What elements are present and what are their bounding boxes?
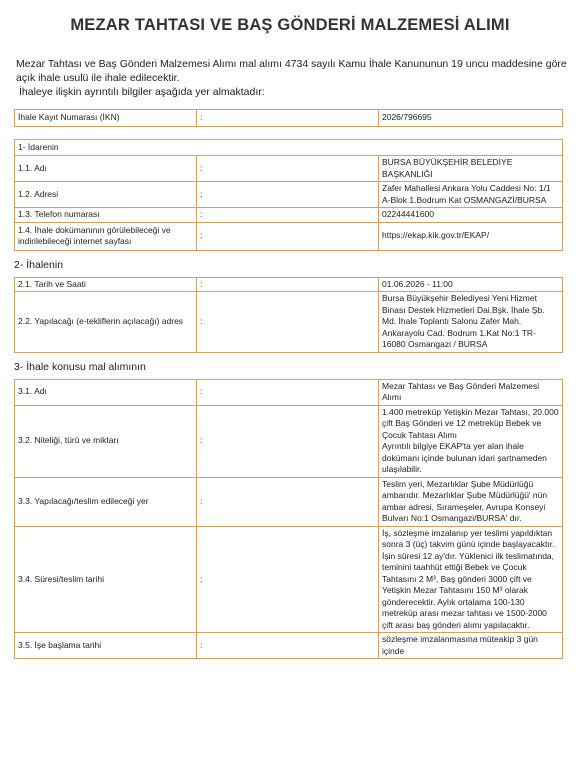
intro-line-2: İhaleye ilişkin ayrıntılı bilgiler aşağıda yer almaktadır: (19, 86, 265, 98)
table-row (15, 139, 563, 156)
table-row (15, 222, 563, 250)
page-title: MEZAR TAHTASI VE BAŞ GÖNDERİ MALZEMESİ ALIMI (70, 16, 510, 34)
row-3-3-colon: : (197, 477, 379, 526)
row-1-2-colon: : (197, 182, 379, 208)
section-2-table (14, 277, 563, 353)
row-1-1-label: 1.1. Adı (15, 156, 197, 182)
row-3-2-label: 3.2. Niteliği, türü ve miktarı (15, 405, 197, 477)
row-2-1-label: 2.1. Tarih ve Saati (15, 277, 197, 292)
row-1-2-label: 1.2. Adresi (15, 182, 197, 208)
section-3-table (14, 379, 563, 660)
row-1-2-value: Zafer Mahallesi Ankara Yolu Caddesi No: 1/1 A-Blok 1.Bodrum Kat OSMANGAZİ/BURSA (379, 182, 563, 208)
section-2-title: 2- İhalenin (14, 258, 64, 271)
row-3-1-label: 3.1. Adı (15, 379, 197, 405)
table-row (15, 208, 563, 223)
row-3-1-colon: : (197, 379, 379, 405)
row-3-2-value: 1.400 metreküp Yetişkin Mezar Tahtası, 20.000 çift Baş Gönderi ve 12 metreküp Bebek ve Çocuk Tahtası Alımı Ayrıntılı bilgiye EKAP'ta yer alan ihale dokümanı içinde bulunan idari şartnameden ulaşılabilir. (379, 405, 563, 477)
row-2-2-label: 2.2. Yapılacağı (e-tekliflerin açılacağı) adres (15, 292, 197, 353)
row-3-4-colon: : (197, 526, 379, 633)
table-row (15, 477, 563, 526)
table-row (15, 405, 563, 477)
row-1-3-value: 02244441600 (379, 208, 563, 223)
row-1-4-label: 1.4. İhale dokümanının görülebileceği ve indirilebileceği internet sayfası (15, 222, 197, 250)
row-3-4-label: 3.4. Süresi/teslim tarihi (15, 526, 197, 633)
section-1-header: 1- İdarenin (15, 139, 563, 156)
table-row (15, 110, 563, 127)
intro-text (16, 57, 568, 99)
table-row (15, 156, 563, 182)
intro-line-1: Mezar Tahtası ve Baş Gönderi Malzemesi Alımı mal alımı 4734 sayılı Kamu İhale Kanununun 19 uncu maddesine göre açık ihale usulü ile ihale edilecektir. (16, 58, 567, 84)
row-2-2-value: Bursa Büyükşehir Belediyesi Yeni Hizmet Binası Destek Hizmetleri Dai.Bşk. İhale Şb. Md. İhale Toplantı Salonu Zafer Mah. Ankarayolu Cad. Bodrum 1.Kat No:1 TR-16080 Osmangazi / BURSA (379, 292, 563, 353)
section-3-title: 3- İhale konusu mal alımının (14, 360, 146, 373)
ikn-label: İhale Kayıt Numarası (İKN) (15, 110, 197, 127)
row-1-1-value: BURSA BÜYÜKŞEHİR BELEDİYE BAŞKANLIĞI (379, 156, 563, 182)
ikn-value: 2026/796695 (379, 110, 563, 127)
table-row (15, 379, 563, 405)
row-3-2-colon: : (197, 405, 379, 477)
row-1-3-label: 1.3. Telefon numarası (15, 208, 197, 223)
row-1-4-value[interactable]: https://ekap.kik.gov.tr/EKAP/ (379, 222, 563, 250)
ikn-colon: : (197, 110, 379, 127)
row-3-3-value: Teslim yeri, Mezarlıklar Şube Müdürlüğü ambarıdır. Mezarlıklar Şube Müdürlüğü' nün ambar adresi, Sırameşeler, Avrupa Konseyi Bulvarı No:1 Osmangazi/BURSA' dır. (379, 477, 563, 526)
row-3-5-colon: : (197, 633, 379, 659)
table-row (15, 277, 563, 292)
row-1-4-colon: : (197, 222, 379, 250)
row-3-3-label: 3.3. Yapılacağı/teslim edileceği yer (15, 477, 197, 526)
row-2-1-colon: : (197, 277, 379, 292)
row-2-2-colon: : (197, 292, 379, 353)
table-row (15, 633, 563, 659)
row-1-1-colon: : (197, 156, 379, 182)
section-1-table (14, 139, 563, 251)
row-3-1-value: Mezar Tahtası ve Baş Gönderi Malzemesi Alımı (379, 379, 563, 405)
row-3-4-value: İş, sözleşme imzalanıp yer teslimi yapıldıktan sonra 3 (üç) takvim günü içinde başlayacaktır. İşin süresi 12 ay'dır. Yüklenici ilk teslimatında, teminini taahhüt ettiği Bebek ve Çocuk Tahtasını 2 M³, Baş gönderi 3000 çift ve Yetişkin Mezar Tahtasını 150 M³ olarak gönderecektir. Aylık ortalama 100-130 metreküp arası mezar tahtası ve 1500-2000 çift arası baş gönderi alımı yapılacaktır. (379, 526, 563, 633)
row-3-5-label: 3.5. İşe başlama tarihi (15, 633, 197, 659)
row-1-3-colon: : (197, 208, 379, 223)
row-2-1-value: 01.06.2026 - 11:00 (379, 277, 563, 292)
ikn-table (14, 109, 563, 127)
table-row (15, 526, 563, 633)
table-row (15, 292, 563, 353)
table-row (15, 182, 563, 208)
row-3-5-value: sözleşme imzalanmasına müteakip 3 gün içinde (379, 633, 563, 659)
